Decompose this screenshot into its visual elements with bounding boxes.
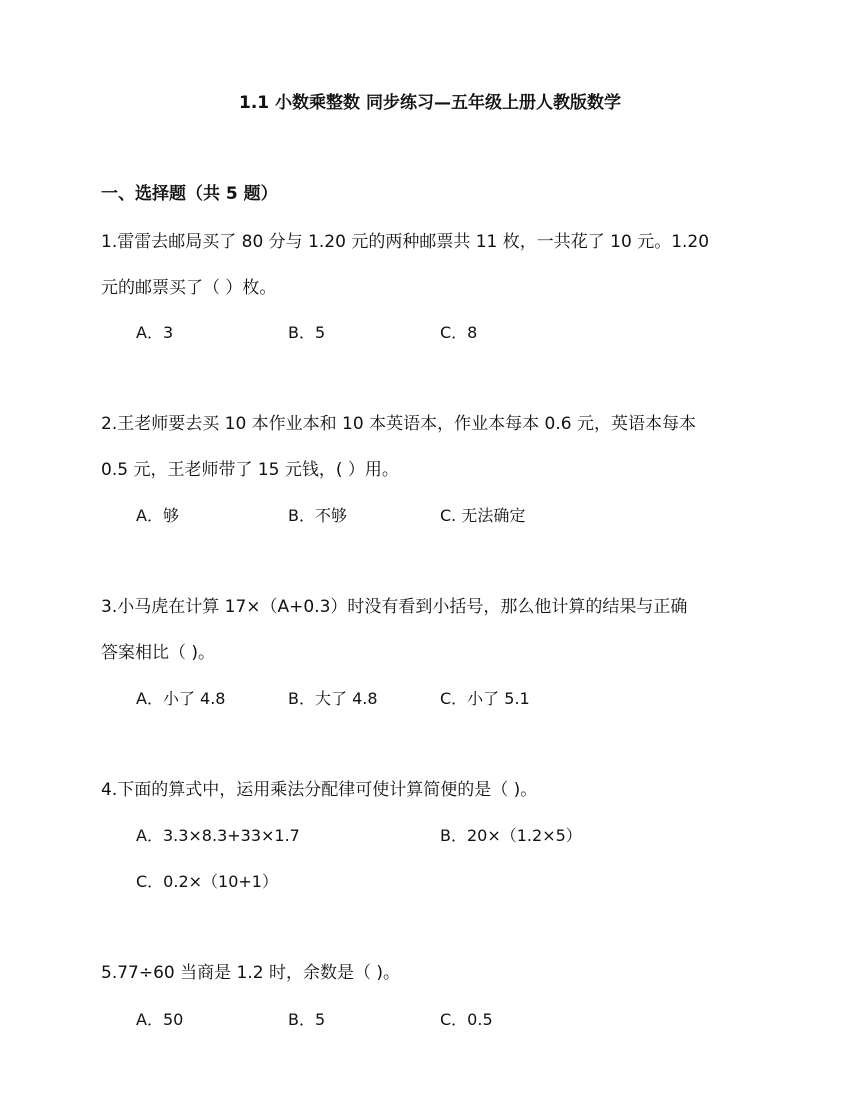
question-5-text [101,950,771,996]
question-4-text [101,767,771,813]
section-heading: 一、选择题（共 5 题） [101,184,278,204]
question-4-option-b: B．20×（1.2×5） [440,826,582,845]
question-3-line-1: 3.小马虎在计算 17×（A+0.3）时没有看到小括号，那么他计算的结果与正确 [101,597,688,617]
question-4-line-1: 4.下面的算式中，运用乘法分配律可使计算简便的是（ )。 [101,780,538,800]
question-3-line-2: 答案相比（ )。 [101,643,216,663]
question-2-line-2: 0.5 元，王老师带了 15 元钱，( ）用。 [101,460,399,480]
page-title: 1.1 小数乘整数 同步练习—五年级上册人教版数学 [239,93,621,113]
question-3-option-a: A．小了 4.8 [136,689,226,708]
question-1-option-a: A．3 [136,323,174,342]
question-1-line-1: 1.雷雷去邮局买了 80 分与 1.20 元的两种邮票共 11 枚，一共花了 10 元。1.20 [101,232,710,252]
question-3-option-b: B．大了 4.8 [288,689,378,708]
question-1-line-2: 元的邮票买了（ ）枚。 [101,278,277,298]
question-2-option-b: B．不够 [288,506,347,525]
question-5-line-1: 5.77÷60 当商是 1.2 时，余数是（ )。 [101,963,401,983]
question-5-option-c: C．0.5 [440,1010,493,1029]
question-4-option-a: A．3.3×8.3+33×1.7 [136,826,300,845]
question-5-option-b: B．5 [288,1010,326,1029]
question-4-option-c: C．0.2×（10+1） [136,872,278,891]
question-1-option-c: C．8 [440,323,478,342]
question-2-line-1: 2.王老师要去买 10 本作业本和 10 本英语本，作业本每本 0.6 元，英语本每本 [101,414,696,434]
question-2-option-c: C. 无法确定 [440,506,526,525]
question-5-option-a: A．50 [136,1010,184,1029]
question-1-text [101,219,771,311]
question-3-text [101,584,771,676]
question-1-option-b: B．5 [288,323,326,342]
question-3-option-c: C．小了 5.1 [440,689,530,708]
question-2-text [101,401,771,493]
question-2-option-a: A．够 [136,506,179,525]
